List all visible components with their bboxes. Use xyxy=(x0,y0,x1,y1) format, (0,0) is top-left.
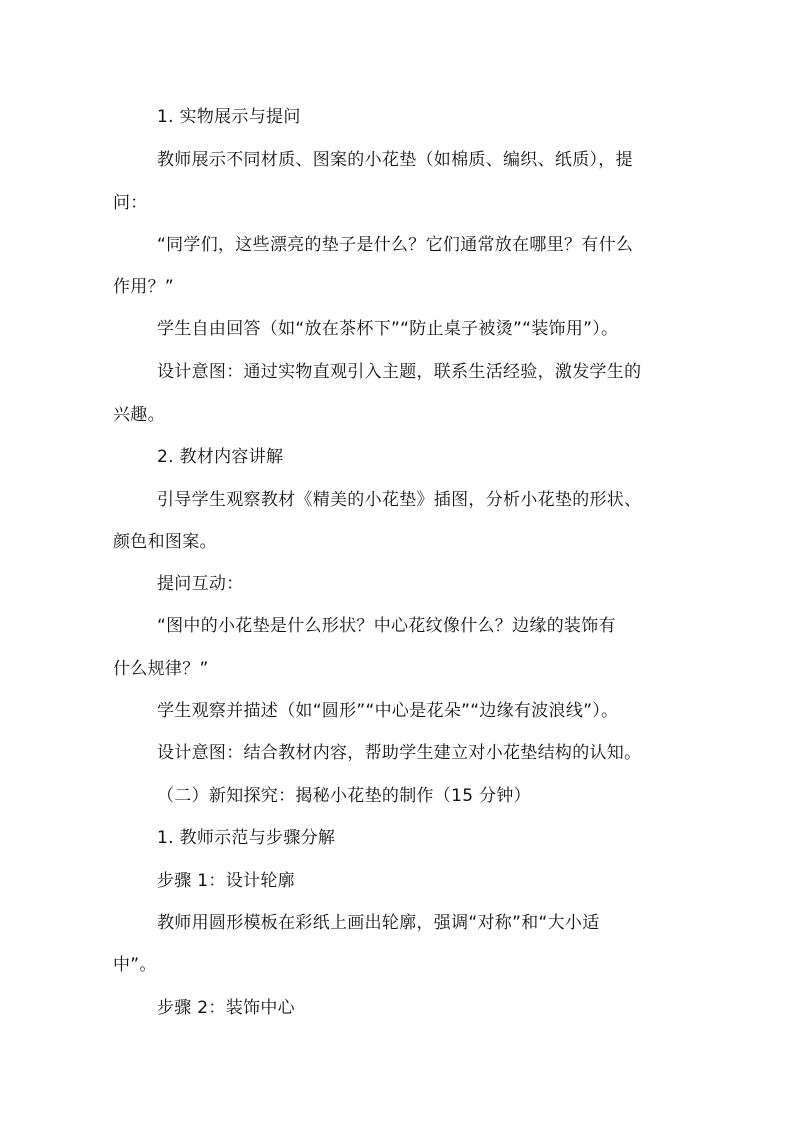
heading-1: 1. 实物展示与提问 xyxy=(157,107,301,127)
paragraph-line: 引导学生观察教材《精美的小花垫》插图，分析小花垫的形状、 xyxy=(157,490,642,510)
paragraph-line: 教师用圆形模板在彩纸上画出轮廓，强调“对称”和“大小适 xyxy=(157,913,600,933)
paragraph-line: 什么规律？” xyxy=(113,659,209,679)
paragraph-line: 教师展示不同材质、图案的小花垫（如棉质、编织、纸质），提 xyxy=(157,150,633,170)
paragraph-line: “图中的小花垫是什么形状？中心花纹像什么？边缘的装饰有 xyxy=(157,616,616,636)
paragraph-line: “同学们，这些漂亮的垫子是什么？它们通常放在哪里？有什么 xyxy=(157,235,634,255)
heading-3: 1. 教师示范与步骤分解 xyxy=(157,828,336,848)
paragraph-line: 颜色和图案。 xyxy=(113,532,217,552)
paragraph-line: 学生自由回答（如“放在茶杯下”“防止桌子被烫”“装饰用”）。 xyxy=(157,319,619,339)
paragraph-line: 设计意图：结合教材内容，帮助学生建立对小花垫结构的认知。 xyxy=(157,743,642,763)
section-heading: （二）新知探究：揭秘小花垫的制作（15 分钟） xyxy=(157,786,531,806)
heading-2: 2. 教材内容讲解 xyxy=(157,447,284,467)
paragraph-line: 中”。 xyxy=(113,955,157,975)
paragraph-line: 设计意图：通过实物直观引入主题，联系生活经验，激发学生的 xyxy=(157,362,642,382)
paragraph-line: 作用？” xyxy=(113,277,175,297)
paragraph-line: 学生观察并描述（如“圆形”“中心是花朵”“边缘有波浪线”）。 xyxy=(157,701,619,721)
step-heading: 步骤 2：装饰中心 xyxy=(157,998,295,1018)
paragraph-line: 提问互动： xyxy=(157,574,244,594)
step-heading: 步骤 1：设计轮廓 xyxy=(157,871,295,891)
paragraph-line: 兴趣。 xyxy=(113,405,165,425)
paragraph-line: 问： xyxy=(113,193,148,213)
